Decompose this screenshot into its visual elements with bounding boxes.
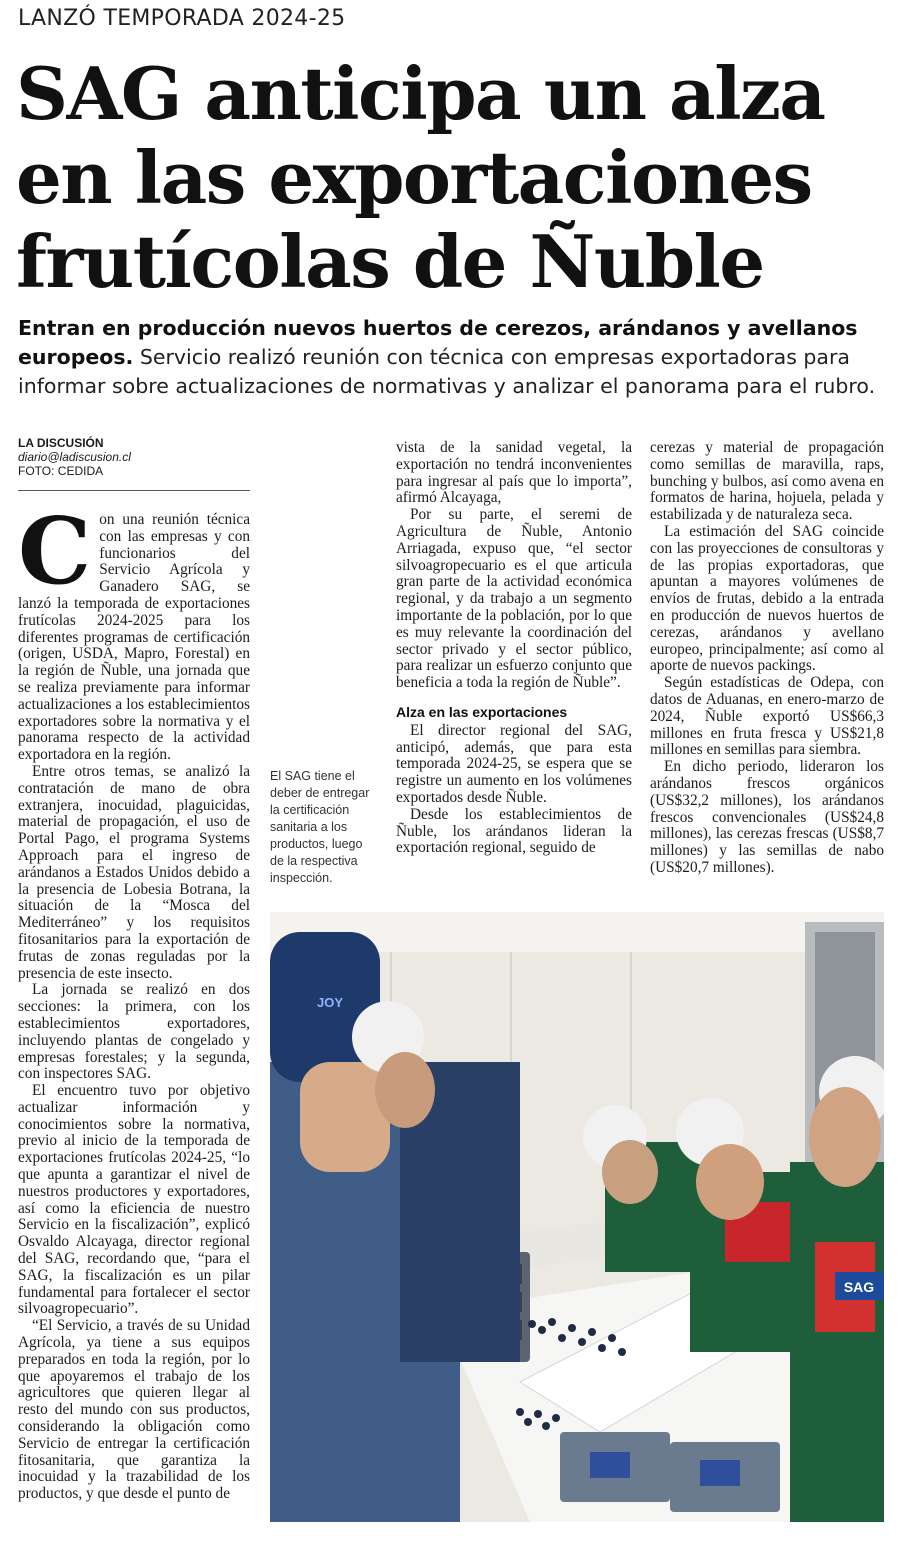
drop-cap: C: [18, 497, 92, 605]
byline-source: LA DISCUSIÓN: [18, 436, 104, 450]
paragraph: La estimación del SAG coincide con las proyecciones de consultoras y de las propias exportadoras, que apuntan a mayores volúmenes de envíos de frutas, debido a la entrada en producción de nuevos huertos de cerezas, arándanos y avellano europeo, principalmente; así como al aporte de nuevos packings.: [650, 522, 884, 675]
paragraph: “El Servicio, a través de su Unidad Agrícola, ya tiene a sus equipos preparados en toda la región, por lo que apoyaremos el trabajo de los agricultores que quieren llegar al resto del mundo con sus productos, considerando la obligación como Servicio de entregar la certificación fitosanitaria, que garantiza la inocuidad y la trazabilidad de los productos, y que desde el punto de: [18, 1317, 250, 1503]
paragraph-text: on una reunión técnica con las empresas y con funcionarios del Servicio Agrícola y Ganadero SAG, se lanzó la temporada de exportaciones frutícolas 2024-2025 para los diferentes programas de certificación (origen, USDA, Mapro, Forestal) en la región de Ñuble, una jornada que se realiza previamente para informar actualizaciones a los establecimientos exportadores sobre la normativa y el panorama respecto de la actividad exportadora en la región.: [18, 511, 250, 764]
paragraph: Por su parte, el seremi de Agricultura de Ñuble, Antonio Arriagada, expuso que, “el sector silvoagropecuario es el que articula gran parte de la actividad económica regional, y da trabajo a un segmento importante de la población, por lo que es muy relevante la coordinación del sector privado y el sector público, para realizar un esfuerzo conjunto que beneficia a toda la región de Ñuble”.: [396, 506, 632, 692]
paragraph: Entre otros temas, se analizó la contratación de mano de obra extranjera, inocuidad, plaguicidas, material de propagación, el uso de Portal Pago, el programa Systems Approach para el ingreso de arándanos a Estados Unidos debido a la presencia de Lobesia Botrana, la situación de la “Mosca del Mediterráneo” y los requisitos fitosanitarios para la exportación de frutas de zonas reguladas por la presencia de este insecto.: [18, 762, 250, 982]
deck-bold: Entran en producción nuevos huertos de cerezos, arándanos y avellanos europeos.: [18, 316, 858, 369]
photo-illustration: [270, 912, 884, 1522]
paragraph: La jornada se realizó en dos secciones: la primera, con los establecimientos exportadores, incluyendo plantas de congelado y empresas forestales; y la segunda, con inspectores SAG.: [18, 981, 250, 1083]
kicker: LANZÓ TEMPORADA 2024-25: [18, 6, 346, 31]
byline: [18, 436, 250, 478]
paragraph: El encuentro tuvo por objetivo actualizar información y conocimientos sobre la normativa, previo al inicio de la temporada de exportaciones frutícolas 2024-25, “lo que apunta a garantizar el nivel de nuestros productores y exportadores, así como la eficiencia de nuestro Servicio en la fiscalización”, explicó Osvaldo Alcayaga, director regional del SAG, recordando que, “para el SAG, la fiscalización es un pilar fundamental para fortalecer el sector silvoagropecuario”.: [18, 1082, 250, 1318]
paragraph: El director regional del SAG, anticipó, además, que para esta temporada 2024-25, se espera que se registre un aumento en los volúmenes exportados desde Ñuble.: [396, 721, 632, 806]
photo-credit: FOTO: CEDIDA: [18, 464, 104, 478]
paragraph: Según estadísticas de Odepa, con datos de Aduanas, en enero-marzo de 2024, Ñuble exportó US$66,3 millones en fruta fresca y US$21,8 millones en semillas para siembra.: [650, 674, 884, 759]
paragraph: [18, 497, 250, 764]
byline-divider: [18, 490, 250, 491]
paragraph: cerezas y material de propagación como semillas de maravilla, raps, bunching y bulbos, así como avena en formatos de harina, hojuela, pelada y estabilizada y de naturaleza seca.: [650, 439, 884, 524]
photo-badge-text: SAG: [843, 1279, 875, 1295]
deck-text: Servicio realizó reunión con técnica con empresas exportadoras para informar sobre actualizaciones de normativas y analizar el panorama para el rubro.: [18, 345, 876, 398]
byline-email[interactable]: diario@ladiscusion.cl: [18, 450, 131, 464]
headline: SAG anticipa un alza en las exportaciones frutícolas de Ñuble: [16, 51, 825, 304]
column-3: [650, 440, 884, 877]
paragraph: Desde los establecimientos de Ñuble, los arándanos lideran la exportación regional, seguido de: [396, 805, 632, 857]
column-1: [18, 497, 250, 1503]
deck: [18, 314, 888, 401]
subheading: Alza en las exportaciones: [396, 703, 568, 720]
photo-caption: El SAG tiene el deber de entregar la certificación sanitaria a los productos, luego de la respectiva inspección.: [270, 769, 370, 885]
paragraph: vista de la sanidad vegetal, la exportación no tendrá inconvenientes para ingresar al país que lo importa”, afirmó Alcayaga,: [396, 439, 632, 507]
paragraph: En dicho periodo, lideraron los arándanos frescos orgánicos (US$32,2 millones), los arándanos frescos convencionales (US$24,8 millones), las cerezas frescas (US$8,7 millones) y las semillas de nabo (US$20,7 millones).: [650, 758, 884, 876]
cap-logo-text: JOY: [316, 995, 344, 1010]
column-2: [396, 440, 632, 857]
article-photo: [270, 912, 884, 1522]
